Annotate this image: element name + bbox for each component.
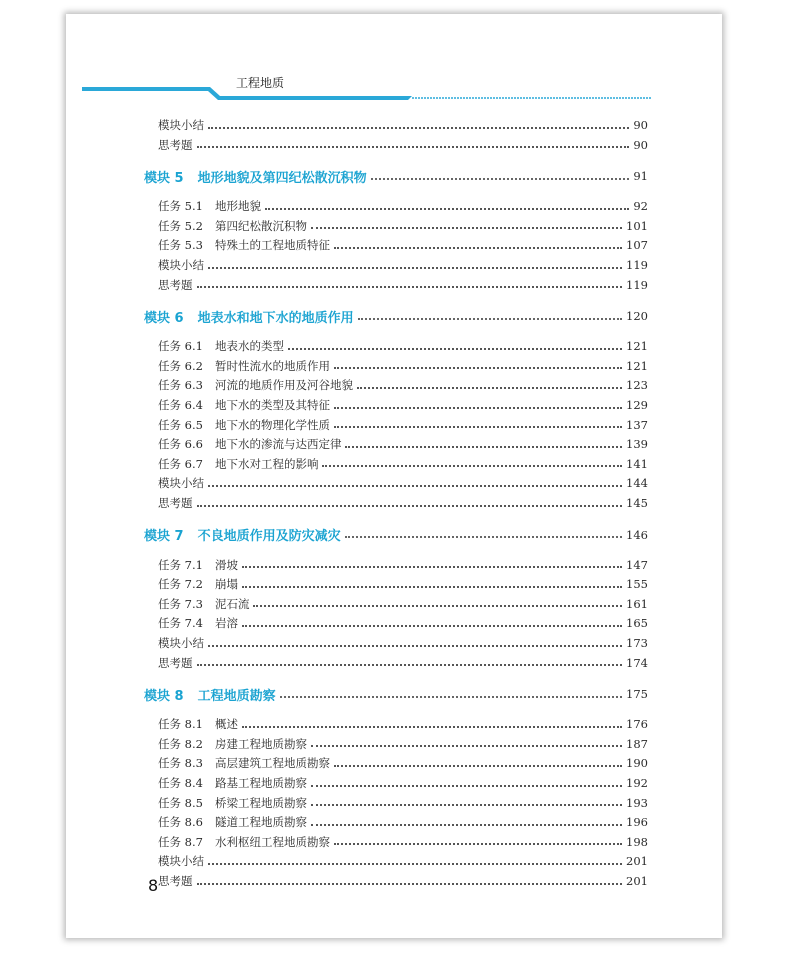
toc-entry-title: 模块小结 <box>158 476 204 491</box>
toc-entry-page: 165 <box>626 616 648 631</box>
toc-task-entry <box>158 357 648 375</box>
toc-entry-title: 模块小结 <box>158 636 204 650</box>
toc-entry-page: 155 <box>626 577 648 592</box>
toc-entry-title: 第四纪松散沉积物 <box>214 218 307 233</box>
toc-entry-title: 工程地质勘察 <box>197 688 276 704</box>
toc-entry-number: 任务 8.2 <box>158 736 203 751</box>
toc-module-entry <box>144 167 648 185</box>
toc-entry-number: 任务 8.5 <box>158 795 203 810</box>
dot-leader <box>265 207 629 210</box>
toc-entry-title: 模块小结 <box>158 258 204 272</box>
toc-module-entry <box>144 685 648 703</box>
toc-entry-page: 119 <box>626 277 648 292</box>
dot-leader <box>242 585 622 588</box>
toc-entry-number: 任务 5.1 <box>158 199 203 214</box>
toc-task-entry <box>158 774 648 792</box>
toc-entry-page: 176 <box>626 717 648 732</box>
dot-leader <box>345 535 622 538</box>
dot-leader <box>334 764 622 767</box>
toc-entry-title: 地形地貌及第四纪松散沉积物 <box>197 170 367 186</box>
toc-entry-title: 滑坡 <box>214 557 238 572</box>
toc-entry-title: 地表水的类型 <box>214 339 284 354</box>
toc-entry-title: 地下水的类型及其特征 <box>214 398 330 412</box>
toc-entry-title: 思考题 <box>158 496 193 510</box>
toc-task-entry <box>158 416 648 434</box>
dot-leader <box>357 386 622 389</box>
toc-entry-number: 模块 6 <box>144 310 184 326</box>
dot-leader <box>242 565 622 568</box>
toc-task-entry <box>158 217 648 235</box>
toc-entry-page: 196 <box>626 815 648 830</box>
toc-entry-title: 地表水和地下水的地质作用 <box>197 310 354 326</box>
toc-entry-number: 任务 6.3 <box>158 378 203 393</box>
toc-entry-title: 桥梁工程地质勘察 <box>214 795 307 810</box>
dot-leader <box>197 663 623 666</box>
toc-task-entry <box>158 396 648 414</box>
toc-entry-page: 193 <box>626 795 648 810</box>
dot-leader <box>334 842 622 845</box>
toc-entry-title: 岩溶 <box>214 616 238 631</box>
toc-entry-title: 崩塌 <box>214 577 238 592</box>
toc-module-entry <box>144 526 648 544</box>
dot-leader <box>280 695 622 698</box>
toc-entry-title: 模块小结 <box>158 118 204 132</box>
toc-entry-page: 175 <box>626 687 648 702</box>
toc-entry-number: 模块 5 <box>144 170 184 186</box>
toc-task-entry <box>158 813 648 831</box>
toc-entry-page: 120 <box>626 309 648 324</box>
toc-entry-number: 任务 6.2 <box>158 358 203 373</box>
toc-entry-page: 144 <box>626 476 648 491</box>
dot-leader <box>311 784 622 787</box>
toc-entry-number: 任务 8.3 <box>158 756 203 771</box>
toc-entry-number: 任务 6.5 <box>158 417 203 432</box>
toc-entry-page: 123 <box>626 378 648 393</box>
toc-entry-page: 90 <box>633 137 648 152</box>
toc-entry-title: 地下水的渗流与达西定律 <box>214 437 342 452</box>
toc-entry-title: 隧道工程地质勘察 <box>214 815 307 830</box>
dot-leader <box>334 366 622 369</box>
toc-entry-page: 146 <box>626 527 648 542</box>
toc-entry-page: 121 <box>626 358 648 373</box>
toc-entry-number: 任务 7.1 <box>158 557 203 572</box>
toc-entry-page: 145 <box>626 496 648 510</box>
toc-task-entry <box>158 575 648 593</box>
toc-entry-page: 173 <box>626 636 648 650</box>
toc-entry-page: 107 <box>626 238 648 253</box>
toc-entry-page: 139 <box>626 437 648 452</box>
toc-task-entry <box>158 376 648 394</box>
dot-leader <box>253 604 622 607</box>
toc-entry-title: 特殊土的工程地质特征 <box>214 238 330 253</box>
toc-section-entry <box>158 634 648 652</box>
dot-leader <box>208 862 622 865</box>
toc-entry-title: 模块小结 <box>158 854 204 869</box>
toc-section-entry <box>158 872 648 890</box>
toc-entry-number: 任务 8.4 <box>158 776 203 790</box>
toc-task-entry <box>158 614 648 632</box>
toc-entry-title: 思考题 <box>158 277 193 292</box>
toc-entry-page: 190 <box>626 756 648 771</box>
toc-task-entry <box>158 735 648 753</box>
toc-entry-page: 137 <box>626 417 648 432</box>
toc-entry-number: 任务 6.4 <box>158 398 203 412</box>
toc-section-entry <box>158 494 648 512</box>
toc-entry-page: 161 <box>626 596 648 611</box>
toc-entry-number: 任务 5.2 <box>158 218 203 233</box>
dot-leader <box>208 484 622 487</box>
toc-entry-title: 河流的地质作用及河谷地貌 <box>214 378 353 393</box>
dot-leader <box>322 464 622 467</box>
toc-section-entry <box>158 116 648 134</box>
dot-leader <box>311 803 622 806</box>
toc-entry-page: 187 <box>626 736 648 751</box>
dot-leader <box>311 226 622 229</box>
dot-leader <box>311 823 622 826</box>
toc-entry-title: 地形地貌 <box>214 199 261 214</box>
toc-task-entry <box>158 455 648 473</box>
toc-entry-title: 地下水的物理化学性质 <box>214 417 330 432</box>
dot-leader <box>197 145 630 148</box>
dot-leader <box>197 882 623 885</box>
toc-entry-number: 任务 8.6 <box>158 815 203 830</box>
toc-module-entry <box>144 307 648 325</box>
toc-entry-page: 201 <box>626 874 648 888</box>
toc-entry-number: 任务 7.4 <box>158 616 203 631</box>
dot-leader <box>334 246 622 249</box>
toc-entry-number: 任务 6.1 <box>158 339 203 354</box>
toc-entry-page: 147 <box>626 557 648 572</box>
dot-leader <box>242 725 622 728</box>
toc-entry-title: 路基工程地质勘察 <box>214 776 307 790</box>
toc-entry-title: 高层建筑工程地质勘察 <box>214 756 330 771</box>
dot-leader <box>334 406 622 409</box>
toc-entry-page: 192 <box>626 776 648 790</box>
toc-entry-title: 概述 <box>214 717 238 732</box>
toc-entry-number: 任务 6.7 <box>158 456 203 471</box>
toc-task-entry <box>158 794 648 812</box>
toc-entry-page: 92 <box>633 199 648 214</box>
toc-task-entry <box>158 197 648 215</box>
running-header-title: 工程地质 <box>236 76 285 90</box>
dot-leader <box>208 644 622 647</box>
toc-entry-number: 模块 8 <box>144 688 184 704</box>
toc-entry-page: 91 <box>633 169 648 184</box>
toc-task-entry <box>158 556 648 574</box>
toc-task-entry <box>158 236 648 254</box>
dot-leader <box>208 126 629 129</box>
toc-section-entry <box>158 852 648 870</box>
toc-task-entry <box>158 435 648 453</box>
toc-task-entry <box>158 595 648 613</box>
toc-section-entry <box>158 654 648 672</box>
toc-task-entry <box>158 337 648 355</box>
toc-section-entry <box>158 256 648 274</box>
toc-entry-page: 174 <box>626 655 648 670</box>
toc-entry-number: 任务 6.6 <box>158 437 203 452</box>
page-number: 8 <box>148 876 159 895</box>
toc-section-entry <box>158 474 648 492</box>
toc-entry-number: 任务 8.1 <box>158 717 203 732</box>
toc-task-entry <box>158 833 648 851</box>
toc-section-entry <box>158 136 648 154</box>
toc-task-entry <box>158 715 648 733</box>
dot-leader <box>242 624 622 627</box>
toc-entry-title: 思考题 <box>158 137 193 152</box>
toc-section-entry <box>158 276 648 294</box>
dot-leader <box>197 285 623 288</box>
toc-entry-title: 水利枢纽工程地质勘察 <box>214 834 330 849</box>
toc-entry-title: 思考题 <box>158 874 193 888</box>
dot-leader <box>208 266 622 269</box>
toc-entry-title: 房建工程地质勘察 <box>214 736 307 751</box>
dot-leader <box>334 425 622 428</box>
toc-entry-number: 任务 7.3 <box>158 596 203 611</box>
toc-entry-page: 121 <box>626 339 648 354</box>
toc-entry-page: 201 <box>626 854 648 869</box>
toc-entry-page: 198 <box>626 834 648 849</box>
toc-entry-page: 129 <box>626 398 648 412</box>
toc-entry-page: 141 <box>626 456 648 471</box>
toc-entry-page: 90 <box>633 118 648 132</box>
dot-leader <box>197 504 623 507</box>
toc-entry-title: 暂时性流水的地质作用 <box>214 358 330 373</box>
dot-leader <box>371 177 630 180</box>
dot-leader <box>311 744 622 747</box>
toc-entry-page: 101 <box>626 218 648 233</box>
toc-task-entry <box>158 754 648 772</box>
toc-entry-number: 任务 5.3 <box>158 238 203 253</box>
toc-entry-title: 泥石流 <box>214 596 250 611</box>
dot-leader <box>345 445 622 448</box>
toc-entry-title: 思考题 <box>158 655 193 670</box>
toc-entry-number: 任务 8.7 <box>158 834 203 849</box>
dot-leader <box>288 347 622 350</box>
toc-entry-title: 地下水对工程的影响 <box>214 456 319 471</box>
dot-leader <box>358 317 622 320</box>
toc-entry-number: 模块 7 <box>144 529 184 545</box>
toc-entry-number: 任务 7.2 <box>158 577 203 592</box>
toc-entry-page: 119 <box>626 258 648 272</box>
toc-entry-title: 不良地质作用及防灾减灾 <box>197 529 341 545</box>
